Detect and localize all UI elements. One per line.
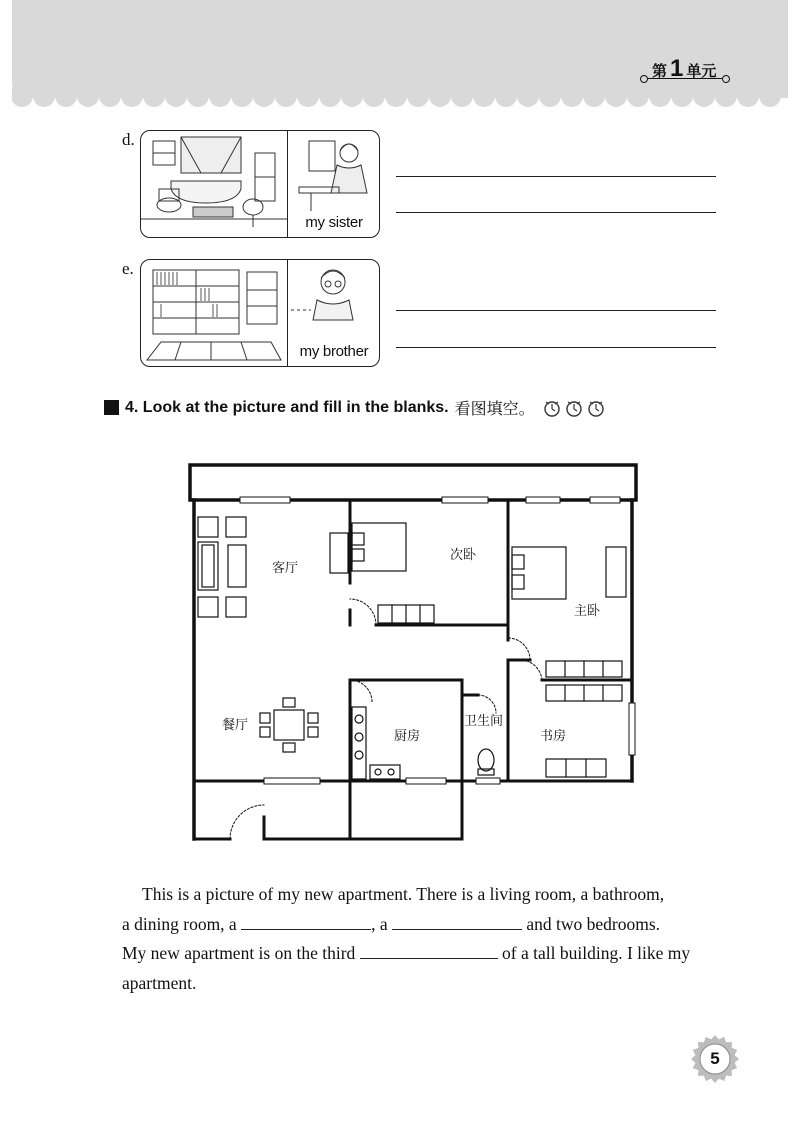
- person-label-brother: my brother: [299, 343, 369, 360]
- room-label-bathroom: 卫生间: [464, 714, 504, 729]
- blank-1[interactable]: [241, 914, 371, 930]
- header-band: [12, 0, 788, 98]
- room-label-second-bedroom: 次卧: [450, 548, 477, 563]
- item-letter-d: d.: [122, 130, 135, 149]
- difficulty-rating: [543, 399, 605, 417]
- unit-label: 第 1 单元: [652, 55, 717, 82]
- answer-line-e2[interactable]: [396, 347, 716, 348]
- room-label-living-room: 客厅: [272, 561, 299, 576]
- apartment-floor-plan: [180, 455, 650, 845]
- unit-underline: [648, 78, 722, 79]
- paragraph-line-3: My new apartment is on the third of a tall building. I like my: [122, 943, 691, 963]
- room-label-dining-room: 餐厅: [222, 718, 249, 733]
- paragraph-line-1: This is a picture of my new apartment. There is a living room, a bathroom,: [142, 884, 665, 904]
- header-scallop-edge: [12, 88, 788, 110]
- bullet-square-icon: [104, 400, 119, 415]
- room-label-kitchen: 厨房: [394, 729, 421, 744]
- answer-line-d2[interactable]: [396, 212, 716, 213]
- item-card-d: [140, 130, 380, 238]
- answer-line-e1[interactable]: [396, 310, 716, 311]
- page-number: 5: [710, 1049, 720, 1068]
- paragraph-line-2: a dining room, a , a and two bedrooms.: [122, 913, 661, 934]
- room-label-study: 书房: [540, 729, 567, 744]
- fill-in-paragraph: [122, 880, 722, 998]
- clock-star-icon: [565, 399, 583, 417]
- item-card-e: [140, 259, 380, 367]
- answer-line-d1[interactable]: [396, 176, 716, 177]
- section-4-title: 4. Look at the picture and fill in the blanks. 看图填空。: [104, 396, 605, 419]
- blank-3[interactable]: [360, 943, 498, 959]
- clock-star-icon: [587, 399, 605, 417]
- person-label-sister: my sister: [305, 214, 363, 231]
- page-number-badge: [690, 1034, 740, 1084]
- clock-star-icon: [543, 399, 561, 417]
- blank-2[interactable]: [392, 914, 522, 930]
- room-label-master-bedroom: 主卧: [574, 604, 601, 619]
- paragraph-line-4: apartment.: [122, 972, 197, 993]
- item-letter-e: e.: [122, 259, 134, 278]
